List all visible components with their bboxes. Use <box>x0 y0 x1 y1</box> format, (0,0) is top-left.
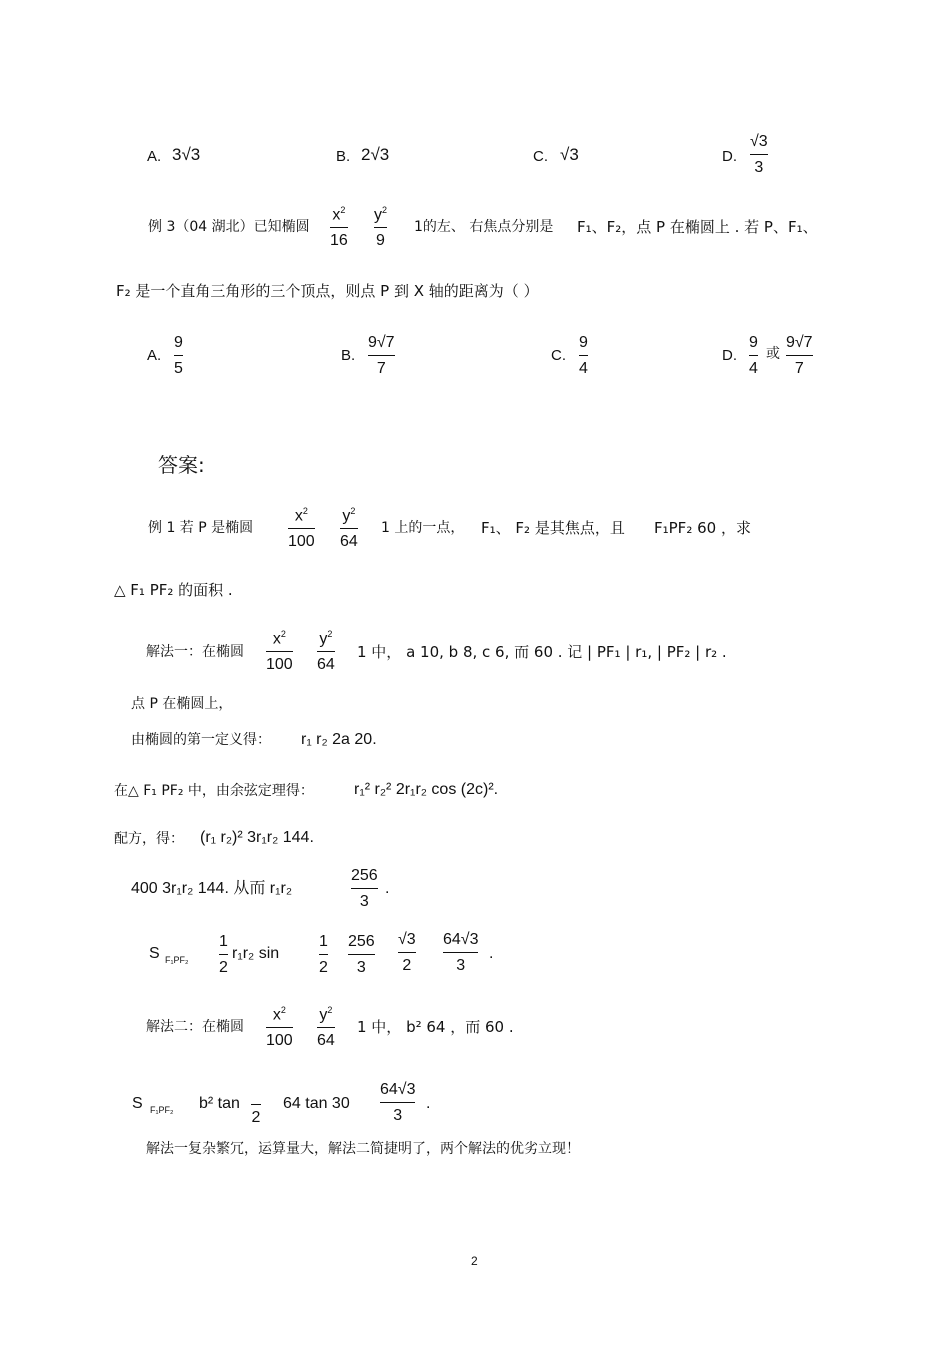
option-d-or: 或 <box>766 346 780 362</box>
fraction-numerator: √3 <box>750 133 768 150</box>
ellipse-y-fraction: $y^2$ 64 <box>317 1005 335 1050</box>
option-d-fraction-2: 9√7 7 <box>786 334 813 377</box>
fraction-denominator: 3 <box>754 159 764 176</box>
area-symbol: S <box>149 945 160 962</box>
period: . <box>489 945 494 962</box>
period: . <box>426 1095 431 1112</box>
page-number: 2 <box>471 1254 478 1268</box>
half-fraction: 1 2 <box>219 933 228 976</box>
option-c-value: √3 <box>560 145 579 164</box>
option-c-label: C. <box>533 148 548 165</box>
option-d-fraction-1: 9 4 <box>749 334 758 377</box>
solution1-first-definition: 由椭圆的第一定义得： <box>131 732 271 748</box>
fraction-numerator: $y^2$ <box>374 205 388 224</box>
fraction-denominator: 9 <box>376 232 385 250</box>
example3-foci-text: 1的左、 右焦点分别是 <box>414 219 554 235</box>
ellipse-x-fraction: $x^2$ 100 <box>288 506 315 551</box>
area-result-fraction: 64√3 3 <box>380 1081 416 1124</box>
option-a-value: 3√3 <box>172 145 201 164</box>
fraction-numerator: $x^2$ <box>332 205 346 224</box>
example3-foci-names: F₁、F₂，点 P 在椭圆上 . 若 P、F₁、 <box>577 218 818 236</box>
option-c-fraction: 9 4 <box>579 334 588 377</box>
solution1-square-equation: (r₁ r₂)² 3r₁r₂ 144. <box>200 829 314 846</box>
area-subscript: F₁PF₂ <box>165 955 189 965</box>
solution1-cosine-equation: r₁² r₂² 2r₁r₂ cos (2c)². <box>354 781 499 798</box>
area-b-tan: b² tan <box>199 1095 240 1112</box>
area-subscript: F₁PF₂ <box>150 1105 174 1115</box>
example1-foci-text: F₁、 F₂ 是其焦点，且 <box>481 519 625 537</box>
ellipse-x-fraction <box>330 206 348 249</box>
solution1-sum-equation: r₁ r₂ 2a 20. <box>301 731 377 748</box>
tan-fraction: 2 <box>251 1084 261 1126</box>
sine-fraction: √3 2 <box>398 931 416 974</box>
ellipse-x-fraction: $x^2$ 100 <box>266 629 293 674</box>
option-b-value: 2√3 <box>361 145 390 164</box>
option-b-fraction: 9√7 7 <box>368 334 395 377</box>
area-product-sin: r₁r₂ sin <box>232 945 280 962</box>
option-a-label: A. <box>147 148 162 165</box>
solution1-parameters: 1 中， a 10, b 8, c 6, 而 60 . 记 | PF₁ | r₁, | PF₂ | r₂ . <box>357 643 727 661</box>
solution1-intro: 解法一：在椭圆 <box>146 644 244 660</box>
example1-question: △ F₁ PF₂ 的面积 . <box>114 581 233 599</box>
area-symbol: S <box>132 1095 143 1112</box>
conclusion: 解法一复杂繁冗，运算量大，解法二简捷明了，两个解法的优劣立现！ <box>146 1141 580 1157</box>
ellipse-y-fraction: $y^2$ 64 <box>317 629 335 674</box>
ellipse-x-fraction: $x^2$ 100 <box>266 1005 293 1050</box>
option-b-label: B. <box>336 148 351 165</box>
option-d-label: D. <box>722 347 737 364</box>
solution1-product-line: 400 3r₁r₂ 144. 从而 r₁r₂ <box>131 880 293 897</box>
ellipse-y-fraction <box>374 206 387 249</box>
solution2-intro: 解法二：在椭圆 <box>146 1019 244 1035</box>
option-c-label: C. <box>551 347 566 364</box>
area-result-fraction: 64√3 3 <box>443 931 479 974</box>
tan-value: 64 tan 30 <box>283 1095 350 1112</box>
solution2-parameters: 1 中， b² 64 ，而 60 . <box>357 1018 514 1036</box>
option-a-fraction: 9 5 <box>174 334 183 377</box>
fraction-bar <box>750 154 768 155</box>
product-fraction: 256 3 <box>351 867 378 910</box>
solution1-complete-square: 配方，得： <box>114 831 184 847</box>
fraction-denominator: 16 <box>330 232 348 250</box>
example1-intro: 例 1 若 P 是椭圆 <box>148 520 254 536</box>
solution1-cosine-law: 在△ F₁ PF₂ 中，由余弦定理得： <box>114 783 314 799</box>
option-d-fraction <box>750 134 768 176</box>
answer-heading: 答案: <box>158 453 205 477</box>
example1-angle-text: F₁PF₂ 60 ，求 <box>654 519 751 537</box>
ellipse-y-fraction: $y^2$ 64 <box>340 506 358 551</box>
example3-intro: 例 3（04 湖北）已知椭圆 <box>148 219 310 235</box>
option-b-label: B. <box>341 347 356 364</box>
period: . <box>385 880 390 897</box>
solution1-point-on-ellipse: 点 P 在椭圆上， <box>131 696 233 712</box>
option-a-label: A. <box>147 347 162 364</box>
product-fraction-2: 256 3 <box>348 933 375 976</box>
option-d-label: D. <box>722 148 737 165</box>
example3-question: F₂ 是一个直角三角形的三个顶点，则点 P 到 X 轴的距离为（ ） <box>116 282 539 300</box>
example1-point-text: 1 上的一点， <box>381 520 465 536</box>
half-fraction-2: 1 2 <box>319 933 328 976</box>
